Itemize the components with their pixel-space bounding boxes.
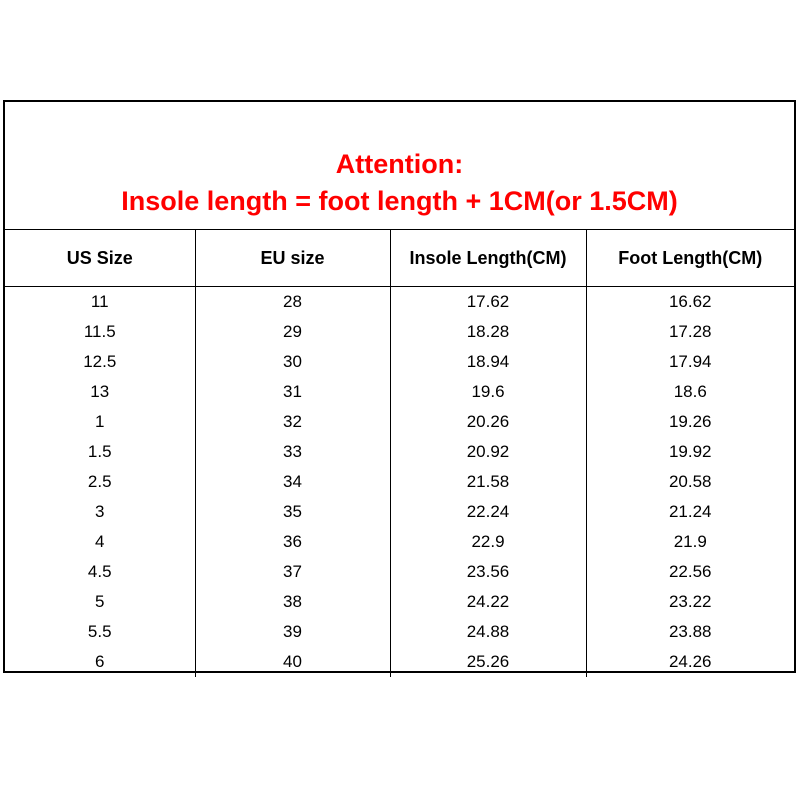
eu-size-cell: 31	[195, 377, 390, 407]
insole-length-cell: 18.28	[390, 317, 586, 347]
us-size-cell: 4.5	[5, 557, 195, 587]
header-insole-length: Insole Length(CM)	[390, 230, 586, 287]
insole-length-cell: 21.58	[390, 467, 586, 497]
us-size-cell: 1.5	[5, 437, 195, 467]
eu-size-cell: 29	[195, 317, 390, 347]
table-row	[5, 437, 794, 467]
foot-length-cell: 23.88	[668, 622, 712, 641]
foot-length-cell: 20.58	[668, 472, 712, 491]
eu-size-cell: 34	[195, 467, 390, 497]
insole-length-cell: 18.94	[390, 347, 586, 377]
header-us-size: US Size	[5, 230, 195, 287]
foot-length-cell: 16.62	[668, 292, 712, 311]
foot-length-cell: 19.26	[668, 412, 712, 431]
foot-length-cell: 24.26	[668, 652, 712, 671]
header-foot-length: Foot Length(CM)	[586, 230, 794, 287]
eu-size-cell: 33	[195, 437, 390, 467]
table-row	[5, 317, 794, 347]
insole-length-cell: 22.9	[390, 527, 586, 557]
insole-length-cell: 22.24	[390, 497, 586, 527]
us-size-cell: 6	[5, 647, 195, 677]
insole-length-cell: 24.22	[390, 587, 586, 617]
us-size-cell: 12.5	[5, 347, 195, 377]
insole-length-cell: 17.62	[390, 287, 586, 318]
us-size-cell: 13	[5, 377, 195, 407]
table-row	[5, 587, 794, 617]
us-size-cell: 3	[5, 497, 195, 527]
foot-length-cell: 21.24	[668, 502, 712, 521]
eu-size-cell: 36	[195, 527, 390, 557]
table-row	[5, 497, 794, 527]
insole-length-cell: 20.26	[390, 407, 586, 437]
us-size-cell: 4	[5, 527, 195, 557]
us-size-cell: 5.5	[5, 617, 195, 647]
eu-size-cell: 35	[195, 497, 390, 527]
eu-size-cell: 40	[195, 647, 390, 677]
foot-length-cell: 21.9	[673, 532, 707, 551]
insole-length-cell: 23.56	[390, 557, 586, 587]
foot-length-cell: 19.92	[668, 442, 712, 461]
us-size-cell: 11.5	[5, 317, 195, 347]
size-chart	[3, 100, 796, 673]
header-row	[5, 230, 794, 287]
table-row	[5, 617, 794, 647]
header-eu-size: EU size	[195, 230, 390, 287]
table-row	[5, 557, 794, 587]
insole-length-cell: 20.92	[390, 437, 586, 467]
us-size-cell: 11	[5, 287, 195, 318]
eu-size-cell: 30	[195, 347, 390, 377]
table-row	[5, 527, 794, 557]
insole-length-cell: 24.88	[390, 617, 586, 647]
foot-length-cell: 17.94	[668, 352, 712, 371]
us-size-cell: 1	[5, 407, 195, 437]
eu-size-cell: 39	[195, 617, 390, 647]
table-row	[5, 407, 794, 437]
table-row	[5, 647, 794, 677]
attention-banner	[5, 102, 794, 230]
foot-length-cell: 17.28	[668, 322, 712, 341]
attention-note: Insole length = foot length + 1CM(or 1.5CM)	[121, 186, 678, 216]
foot-length-cell: 23.22	[668, 592, 712, 611]
us-size-cell: 5	[5, 587, 195, 617]
us-size-cell: 2.5	[5, 467, 195, 497]
size-table	[5, 230, 794, 677]
table-row	[5, 377, 794, 407]
insole-length-cell: 19.6	[390, 377, 586, 407]
eu-size-cell: 37	[195, 557, 390, 587]
foot-length-cell: 22.56	[668, 562, 712, 581]
eu-size-cell: 38	[195, 587, 390, 617]
eu-size-cell: 28	[195, 287, 390, 318]
table-row	[5, 467, 794, 497]
foot-length-cell: 18.6	[673, 382, 707, 401]
attention-title: Attention:	[335, 149, 464, 179]
table-row	[5, 287, 794, 318]
insole-length-cell: 25.26	[390, 647, 586, 677]
eu-size-cell: 32	[195, 407, 390, 437]
table-row	[5, 347, 794, 377]
